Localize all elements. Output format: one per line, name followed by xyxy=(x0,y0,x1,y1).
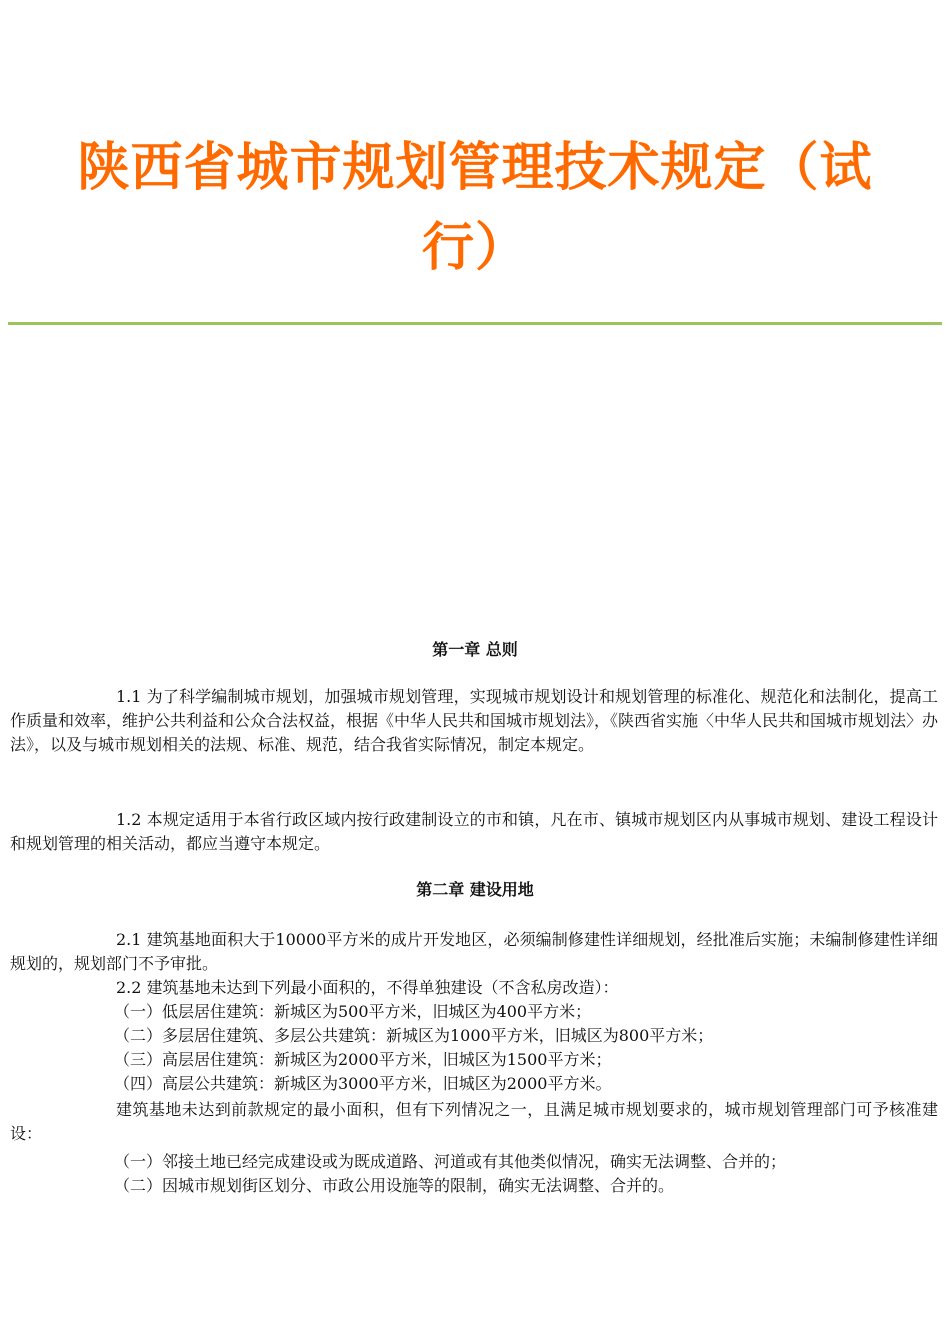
chapter-2-heading: 第二章 建设用地 xyxy=(416,880,534,899)
exception-item: （二）因城市规划街区划分、市政公用设施等的限制，确实无法调整、合并的。 xyxy=(114,1176,675,1195)
min-area-item: （二）多层居住建筑、多层公共建筑：新城区为1000平方米，旧城区为800平方米； xyxy=(114,1026,714,1045)
title-divider xyxy=(8,322,942,325)
article-1-1: 1.1 为了科学编制城市规划，加强城市规划管理，实现城市规划设计和规划管理的标准化、规范化和法制化，提高工作质量和效率，维护公共利益和公众合法权益，根据《中华人民共和国城市规划法》，《陕西省实施〈中华人民共和国城市规划法〉办法》，以及与城市规划相关的法规、标准、规范，结合我省实际情况，制定本规定。 xyxy=(10,687,939,754)
article-2-2-exception: 建筑基地未达到前款规定的最小面积，但有下列情况之一，且满足城市规划要求的，城市规划管理部门可予核准建设： xyxy=(10,1100,938,1143)
article-2-2: 2.2 建筑基地未达到下列最小面积的，不得单独建设（不含私房改造）： xyxy=(116,978,619,997)
document-title-line-2: 行） xyxy=(421,218,528,278)
document-title xyxy=(40,128,910,288)
min-area-item: （三）高层居住建筑：新城区为2000平方米，旧城区为1500平方米； xyxy=(114,1050,612,1069)
article-2-1: 2.1 建筑基地面积大于10000平方米的成片开发地区，必须编制修建性详细规划，经批准后实施；未编制修建性详细规划的，规划部门不予审批。 xyxy=(10,930,938,973)
exception-item: （一）邻接土地已经完成建设或为既成道路、河道或有其他类似情况，确实无法调整、合并的； xyxy=(114,1152,787,1171)
document-title-line-1: 陕西省城市规划管理技术规定（试 xyxy=(77,138,873,198)
article-1-2: 1.2 本规定适用于本省行政区域内按行政建制设立的市和镇，凡在市、镇城市规划区内从事城市规划、建设工程设计和规划管理的相关活动，都应当遵守本规定。 xyxy=(10,810,938,853)
min-area-item: （四）高层公共建筑：新城区为3000平方米，旧城区为2000平方米。 xyxy=(114,1074,612,1093)
chapter-1-heading: 第一章 总则 xyxy=(432,640,518,659)
min-area-item: （一）低层居住建筑：新城区为500平方米，旧城区为400平方米； xyxy=(114,1002,592,1021)
